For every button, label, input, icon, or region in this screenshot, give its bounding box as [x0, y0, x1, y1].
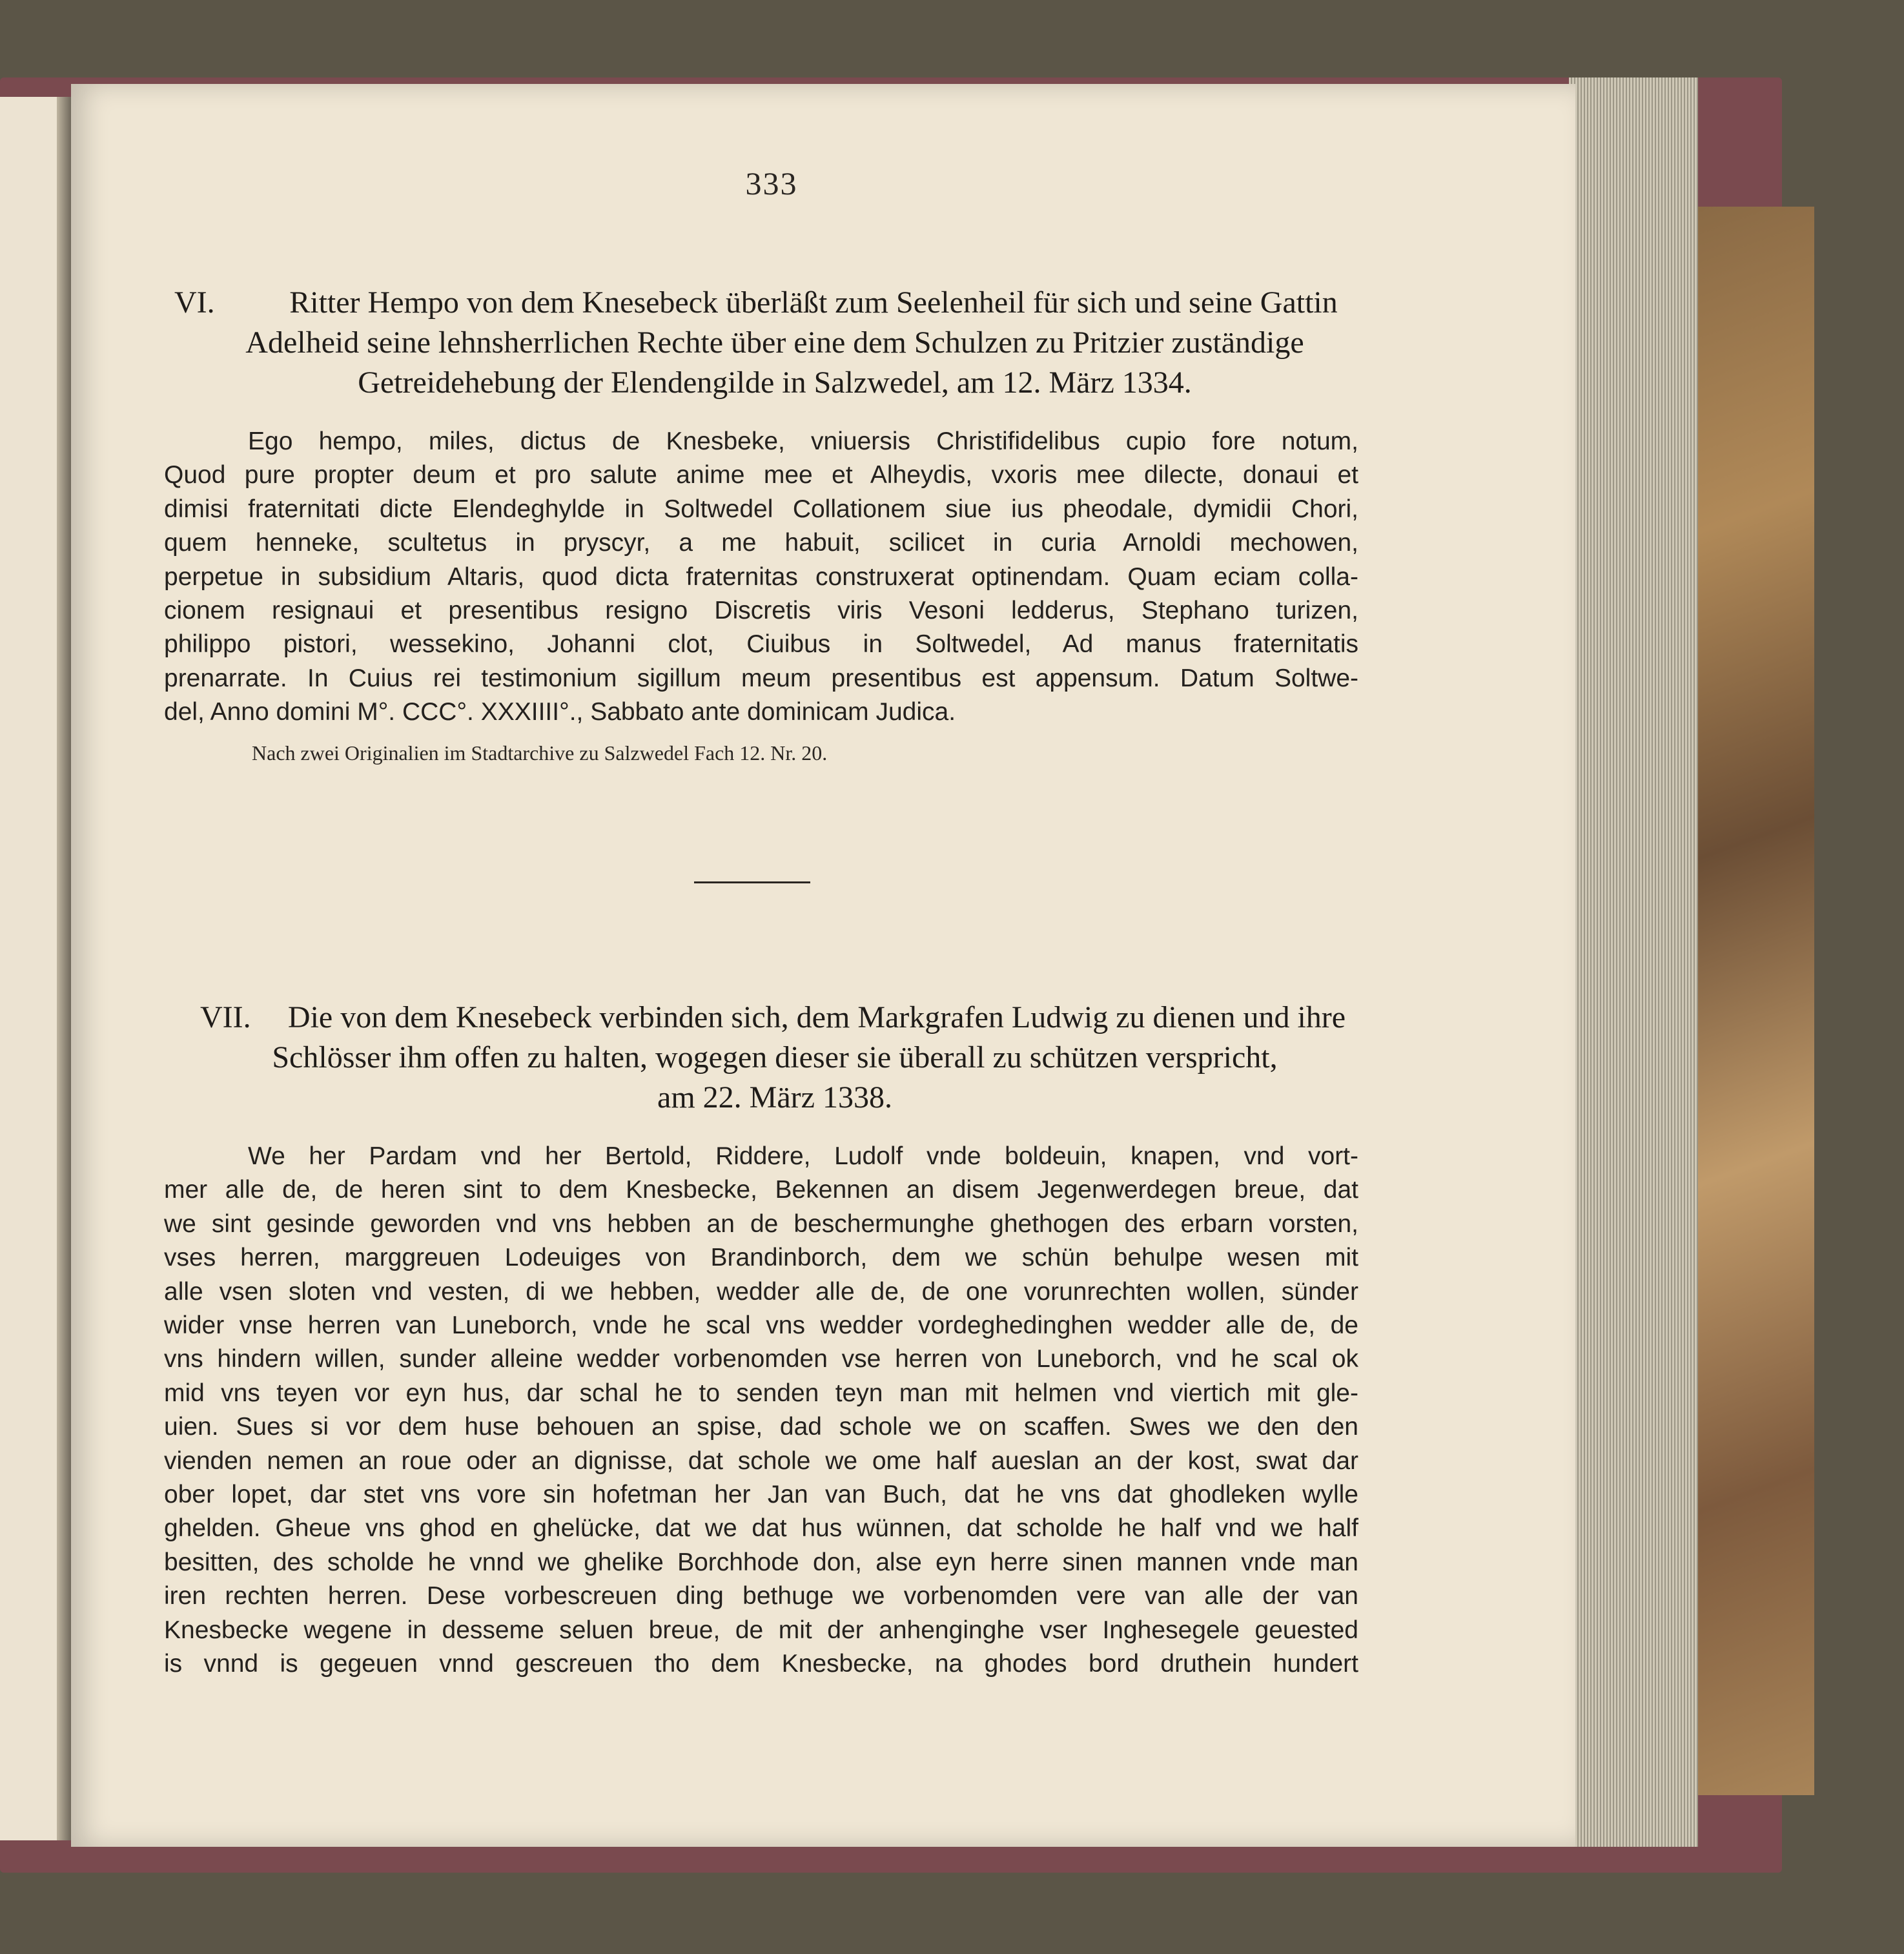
section-vi-body-line: prenarrate. In Cuius rei testimonium sigillum meum presentibus est appensum. Datum Soltwe- [164, 664, 1358, 692]
page-edges [1569, 77, 1698, 1847]
section-vi-heading-line: Ritter Hempo von dem Knesebeck überläßt zum Seelenheil für sich und seine Gattin [289, 285, 1338, 320]
section-vi-body-line: cionem resignaui et presentibus resigno Discretis viris Vesoni ledderus, Stephano turizen, [164, 597, 1358, 625]
section-vii-numeral: VII. [200, 1000, 251, 1034]
page-number: 333 [745, 165, 798, 201]
section-vi-body [164, 425, 1358, 730]
marbled-endpaper [1698, 207, 1814, 1795]
section-vii-heading-line: am 22. März 1338. [657, 1080, 892, 1115]
source-citation: Nach zwei Originalien im Stadtarchive zu Salzwedel Fach 12. Nr. 20. [252, 741, 828, 765]
section-vii-body-line: besitten, des scholde he vnnd we ghelike Borchhode don, alse eyn herre sinen mannen vnde man [164, 1548, 1358, 1576]
section-vi-body-line: quem henneke, scultetus in pryscyr, a me habuit, scilicet in curia Arnoldi mechowen, [164, 529, 1358, 557]
section-vii-body-line: mer alle de, de heren sint to dem Knesbecke, Bekennen an disem Jegenwerdegen breue, dat [164, 1176, 1358, 1204]
section-vii-body-line: We her Pardam vnd her Bertold, Riddere, Ludolf vnde boldeuin, knapen, vnd vort- [248, 1142, 1358, 1170]
section-vi-heading-line: Getreidehebung der Elendengilde in Salzwedel, am 12. März 1334. [358, 365, 1192, 400]
section-vii-body-line: we sint gesinde geworden vnd vns hebben an de beschermunghe ghethogen des erbarn vorsten, [164, 1209, 1358, 1238]
section-vii-body-line: wider vnse herren van Luneborch, vnde he scal vns wedder vordeghedinghen wedder alle de, de [164, 1311, 1358, 1340]
section-vi-body-line: del, Anno domini M°. CCC°. XXXIIII°., Sabbato ante dominicam Judica. [164, 698, 956, 726]
section-vii-heading-line: Die von dem Knesebeck verbinden sich, dem Markgrafen Ludwig zu dienen und ihre [287, 1000, 1346, 1034]
section-vii-body-line: is vnnd is gegeuen vnnd gescreuen tho dem Knesbecke, na ghodes bord druthein hundert [164, 1650, 1358, 1678]
section-vii-body-line: ghelden. Gheue vns ghod en ghelücke, dat we dat hus wünnen, dat scholde he half vnd we half [164, 1514, 1358, 1543]
section-vii-heading [174, 998, 1375, 1118]
section-vii-body-line: uien. Sues si vor dem huse behouen an spise, dad schole we on scaffen. Swes we den den [164, 1413, 1358, 1441]
section-vii-body-line: iren rechten herren. Dese vorbescreuen ding bethuge we vorbenomden vere van alle der van [164, 1582, 1358, 1610]
section-vii-body-line: alle vsen sloten vnd vesten, di we hebben, wedder alle de, de one vorunrechten wollen, sünder [164, 1277, 1358, 1306]
section-vi-body-line: Ego hempo, miles, dictus de Knesbeke, vniuersis Christifidelibus cupio fore notum, [248, 427, 1358, 455]
section-vi-body-line: dimisi fraternitati dicte Elendeghylde in Soltwedel Collationem siue ius pheodale, dymidii Chori, [164, 495, 1358, 523]
section-vii-body-line: vses herren, marggreuen Lodeuiges von Brandinborch, dem we schün behulpe wesen mit [164, 1244, 1358, 1272]
section-vi-heading [174, 283, 1375, 403]
section-vi-numeral: VI. [174, 285, 215, 320]
section-vii-body-line: mid vns teyen vor eyn hus, dar schal he to senden teyn man mit helmen vnd viertich mit gle- [164, 1379, 1358, 1407]
section-vi-body-line: perpetue in subsidium Altaris, quod dicta fraternitas construxerat optinendam. Quam eciam colla- [164, 562, 1358, 591]
section-vii-body-line: Knesbecke wegene in desseme seluen breue, de mit der anhenginghe vser Inghesegele geuested [164, 1616, 1358, 1644]
section-vi-heading-line: Adelheid seine lehnsherrlichen Rechte über eine dem Schulzen zu Pritzier zuständige [245, 325, 1304, 360]
section-vii-heading-line: Schlösser ihm offen zu halten, wogegen dieser sie überall zu schützen verspricht, [272, 1040, 1278, 1075]
section-vii-body-line: vienden nemen an roue oder an dignisse, dat schole we ome half aueslan an der kost, swat dar [164, 1446, 1358, 1475]
section-vi-body-line: Quod pure propter deum et pro salute anime mee et Alheydis, vxoris mee dilecte, donaui et [164, 461, 1358, 489]
left-page-edge [0, 97, 65, 1840]
section-vii-body-line: vns hindern willen, sunder alleine wedder vorbenomden vse herren von Luneborch, vnd he scal ok [164, 1345, 1358, 1373]
section-vi-body-line: philippo pistori, wessekino, Johanni clot, Ciuibus in Soltwedel, Ad manus fraternitatis [164, 630, 1358, 659]
section-vii-body-line: ober lopet, dar stet vns vore sin hofetman her Jan van Buch, dat he vns dat ghodleken wylle [164, 1481, 1358, 1509]
section-vii-body [164, 1140, 1358, 1681]
section-divider [694, 881, 810, 883]
